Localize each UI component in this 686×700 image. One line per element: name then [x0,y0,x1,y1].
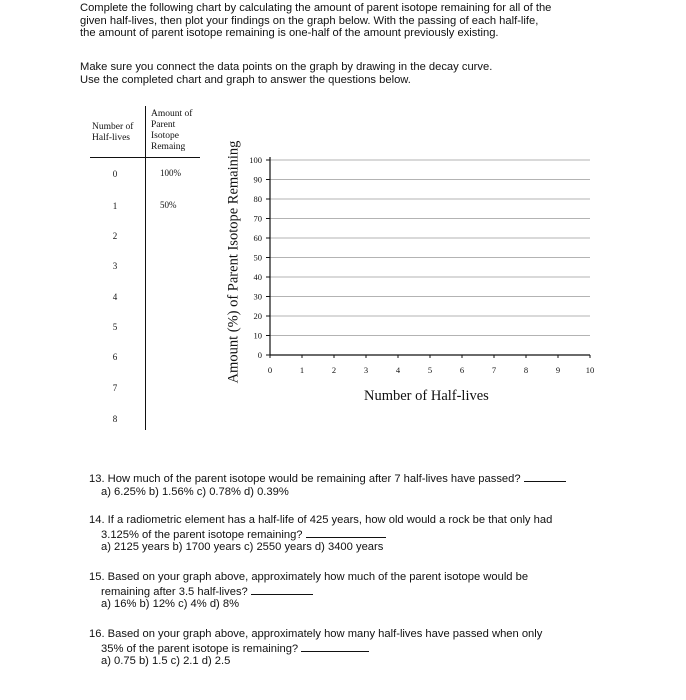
tick-labels [249,155,594,375]
question-text: 13. How much of the parent isotope would be remaining after 7 half-lives have passed? [89,473,521,485]
question-text: 16. Based on your graph above, approximately how many half-lives have passed when only [89,628,543,640]
instruction-line: Use the completed chart and graph to answer the questions below. [80,73,411,86]
question-text: 35% of the parent isotope is remaining? [101,642,299,655]
y-tick-label: 60 [253,233,262,243]
x-tick-label: 1 [299,365,305,375]
table-row-number: 8 [112,414,118,424]
answer-blank[interactable] [251,584,313,595]
question-14 [89,514,552,554]
table-row-number: 1 [112,201,118,211]
table-row-number: 5 [112,322,118,332]
y-tick-label: 20 [253,311,262,321]
question-13 [89,471,566,498]
axis-ticks [266,160,590,358]
x-tick-label: 5 [427,365,433,375]
instruction-line: Make sure you connect the data points on the graph by drawing in the decay curve. [80,61,493,73]
x-tick-label: 10 [585,365,595,375]
grid-lines [270,160,590,336]
x-tick-label: 9 [555,365,561,375]
question-16 [89,628,542,668]
table-cell-amount: 100% [160,168,181,178]
instructions-paragraph [80,61,492,86]
table-header-divider [90,157,200,158]
question-15 [89,571,528,611]
y-tick-label: 50 [253,252,262,263]
x-axis-label: Number of Half-lives [364,388,489,404]
table-header-amount: Amount of Parent Isotope Remaing [151,109,193,152]
answer-blank[interactable] [301,641,369,652]
table-cell-amount: 50% [160,200,177,210]
y-tick-label: 10 [253,330,262,341]
question-text: remaining after 3.5 half-lives? [101,585,248,598]
question-text: 3.125% of the parent isotope remaining? [101,528,303,541]
x-tick-label: 2 [331,365,337,375]
answer-blank[interactable] [306,527,386,538]
x-tick-label: 8 [523,365,529,375]
table-row-number: 3 [112,261,118,271]
answer-options: a) 6.25% b) 1.56% c) 0.78% d) 0.39% [101,485,289,498]
table-header-half-lives: Number of Half-lives [92,122,134,143]
answer-options: a) 0.75 b) 1.5 c) 2.1 d) 2.5 [101,655,231,667]
y-tick-label: 0 [257,350,262,360]
y-tick-label: 40 [253,272,262,282]
y-tick-label: 90 [253,174,262,185]
question-text: 15. Based on your graph above, approximately how much of the parent isotope would be [89,571,529,583]
question-text: 14. If a radiometric element has a half-life of 425 years, how old would a rock be that only had [89,514,553,526]
x-tick-label: 6 [459,365,465,375]
intro-line: Complete the following chart by calculating the amount of parent isotope remaining for all of the [80,2,552,14]
table-row-number: 0 [112,169,118,179]
y-tick-label: 30 [253,291,262,302]
half-life-table [90,106,200,430]
x-tick-label: 3 [363,365,369,375]
x-tick-label: 0 [267,365,273,375]
table-row-number: 6 [112,352,118,362]
answer-options: a) 16% b) 12% c) 4% d) 8% [101,598,240,610]
answer-options: a) 2125 years b) 1700 years c) 2550 years d) 3400 years [101,541,384,553]
y-tick-label: 80 [253,194,262,204]
table-row-number: 7 [112,383,118,393]
table-row-number: 4 [112,292,118,302]
y-axis-label: Amount (%) of Parent Isotope Remaining [225,140,242,384]
intro-paragraph [80,2,551,40]
x-tick-label: 4 [395,365,401,375]
answer-blank[interactable] [524,471,566,482]
table-column-divider [145,106,146,430]
x-tick-label: 7 [491,365,497,375]
y-tick-label: 100 [249,155,262,165]
intro-line: the amount of parent isotope remaining is one-half of the amount previously existing. [80,27,499,39]
intro-line: given half-lives, then plot your findings on the graph below. With the passing of each half-life, [80,14,539,27]
y-tick-label: 70 [253,213,262,224]
table-row-number: 2 [112,231,118,241]
decay-graph [245,150,615,380]
